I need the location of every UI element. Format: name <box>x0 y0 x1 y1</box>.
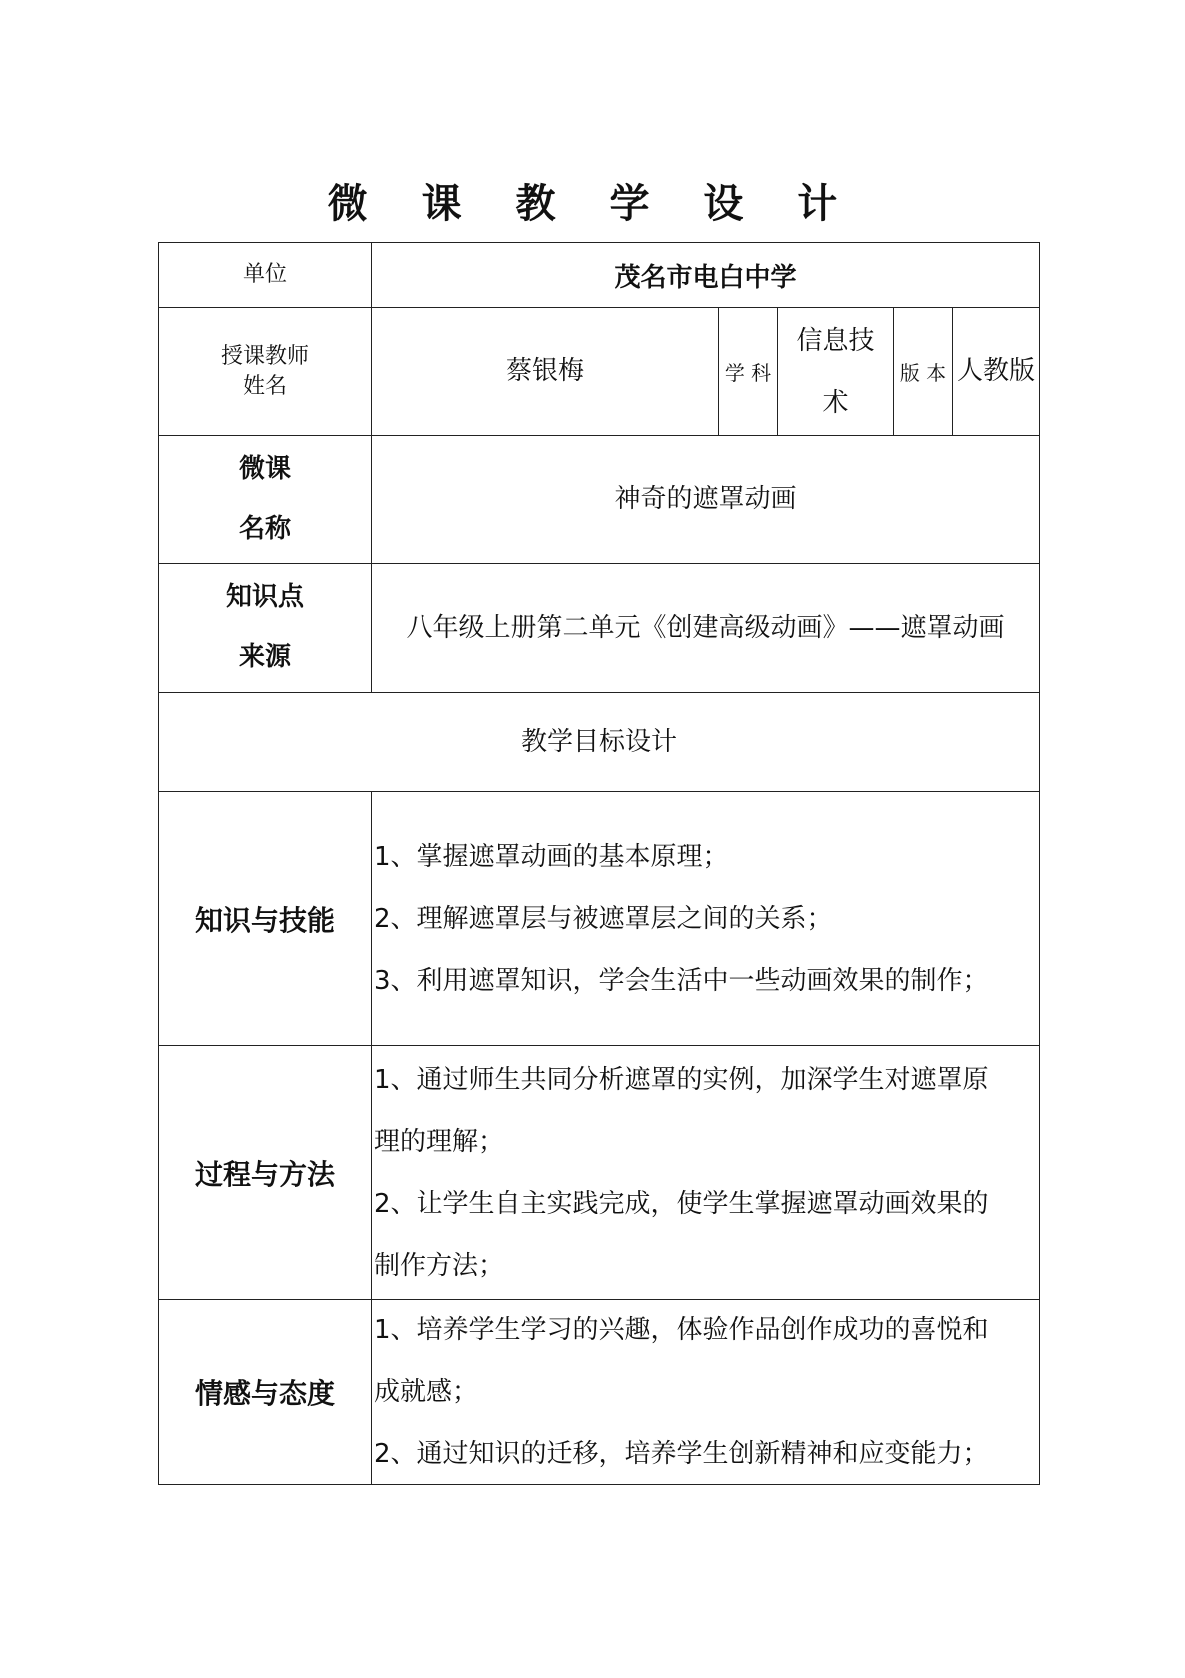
course-name: 神奇的遮罩动画 <box>614 484 797 514</box>
subject-value-cell <box>777 307 894 436</box>
subject-value-line2: 术 <box>822 387 849 418</box>
teacher-label-cell <box>158 307 372 436</box>
course-label-line1: 微课 <box>238 453 291 484</box>
subject-label: 学 科 <box>724 361 772 385</box>
process-line-1: 1、通过师生共同分析遮罩的实例，加深学生对遮罩原 <box>374 1064 989 1095</box>
unit-label: 单位 <box>242 262 287 288</box>
attitude-label-cell <box>158 1299 372 1485</box>
edition-value: 人教版 <box>956 356 1035 386</box>
process-line-4: 制作方法； <box>374 1250 505 1281</box>
source-label-cell <box>158 563 372 693</box>
edition-label-cell <box>893 307 953 436</box>
process-line-3: 2、让学生自主实践完成，使学生掌握遮罩动画效果的 <box>374 1188 989 1219</box>
edition-value-cell <box>952 307 1040 436</box>
attitude-line-3: 2、通过知识的迁移，培养学生创新精神和应变能力； <box>374 1439 989 1469</box>
attitude-line-1: 1、培养学生学习的兴趣，体验作品创作成功的喜悦和 <box>374 1315 989 1345</box>
page-title: 微 课 教 学 设 计 <box>327 180 858 227</box>
unit-label-cell <box>158 242 372 308</box>
course-name-cell <box>371 435 1040 564</box>
subject-value-line1: 信息技 <box>796 325 875 356</box>
knowledge-line-2: 2、理解遮罩层与被遮罩层之间的关系； <box>374 903 833 934</box>
source-label-line1: 知识点 <box>225 582 304 613</box>
teacher-name-cell <box>371 307 719 436</box>
attitude-label: 情感与态度 <box>194 1377 335 1410</box>
teacher-label-line2: 姓名 <box>242 373 287 399</box>
course-label-line2: 名称 <box>238 513 291 544</box>
process-label-cell <box>158 1045 372 1300</box>
attitude-content-cell <box>371 1299 1040 1485</box>
teacher-label-line1: 授课教师 <box>220 343 309 369</box>
unit-value-cell <box>371 242 1040 308</box>
knowledge-line-3: 3、利用遮罩知识，学会生活中一些动画效果的制作； <box>374 965 989 996</box>
lesson-design-table <box>158 242 1040 1485</box>
teacher-name: 蔡银梅 <box>505 356 584 386</box>
process-content-cell <box>371 1045 1040 1300</box>
objectives-header-cell <box>158 692 1040 792</box>
edition-label: 版 本 <box>899 361 947 385</box>
knowledge-line-1: 1、掌握遮罩动画的基本原理； <box>374 841 729 872</box>
unit-value: 茂名市电白中学 <box>614 262 797 293</box>
source-value: 八年级上册第二单元《创建高级动画》——遮罩动画 <box>406 612 1005 643</box>
process-label: 过程与方法 <box>194 1157 335 1191</box>
attitude-line-2: 成就感； <box>374 1377 479 1407</box>
objectives-header: 教学目标设计 <box>520 726 677 757</box>
knowledge-label: 知识与技能 <box>194 903 335 937</box>
process-line-2: 理的理解； <box>374 1126 505 1157</box>
knowledge-label-cell <box>158 791 372 1046</box>
course-label-cell <box>158 435 372 564</box>
source-value-cell <box>371 563 1040 693</box>
source-label-line2: 来源 <box>238 642 291 672</box>
subject-label-cell <box>718 307 778 436</box>
knowledge-content-cell <box>371 791 1040 1046</box>
